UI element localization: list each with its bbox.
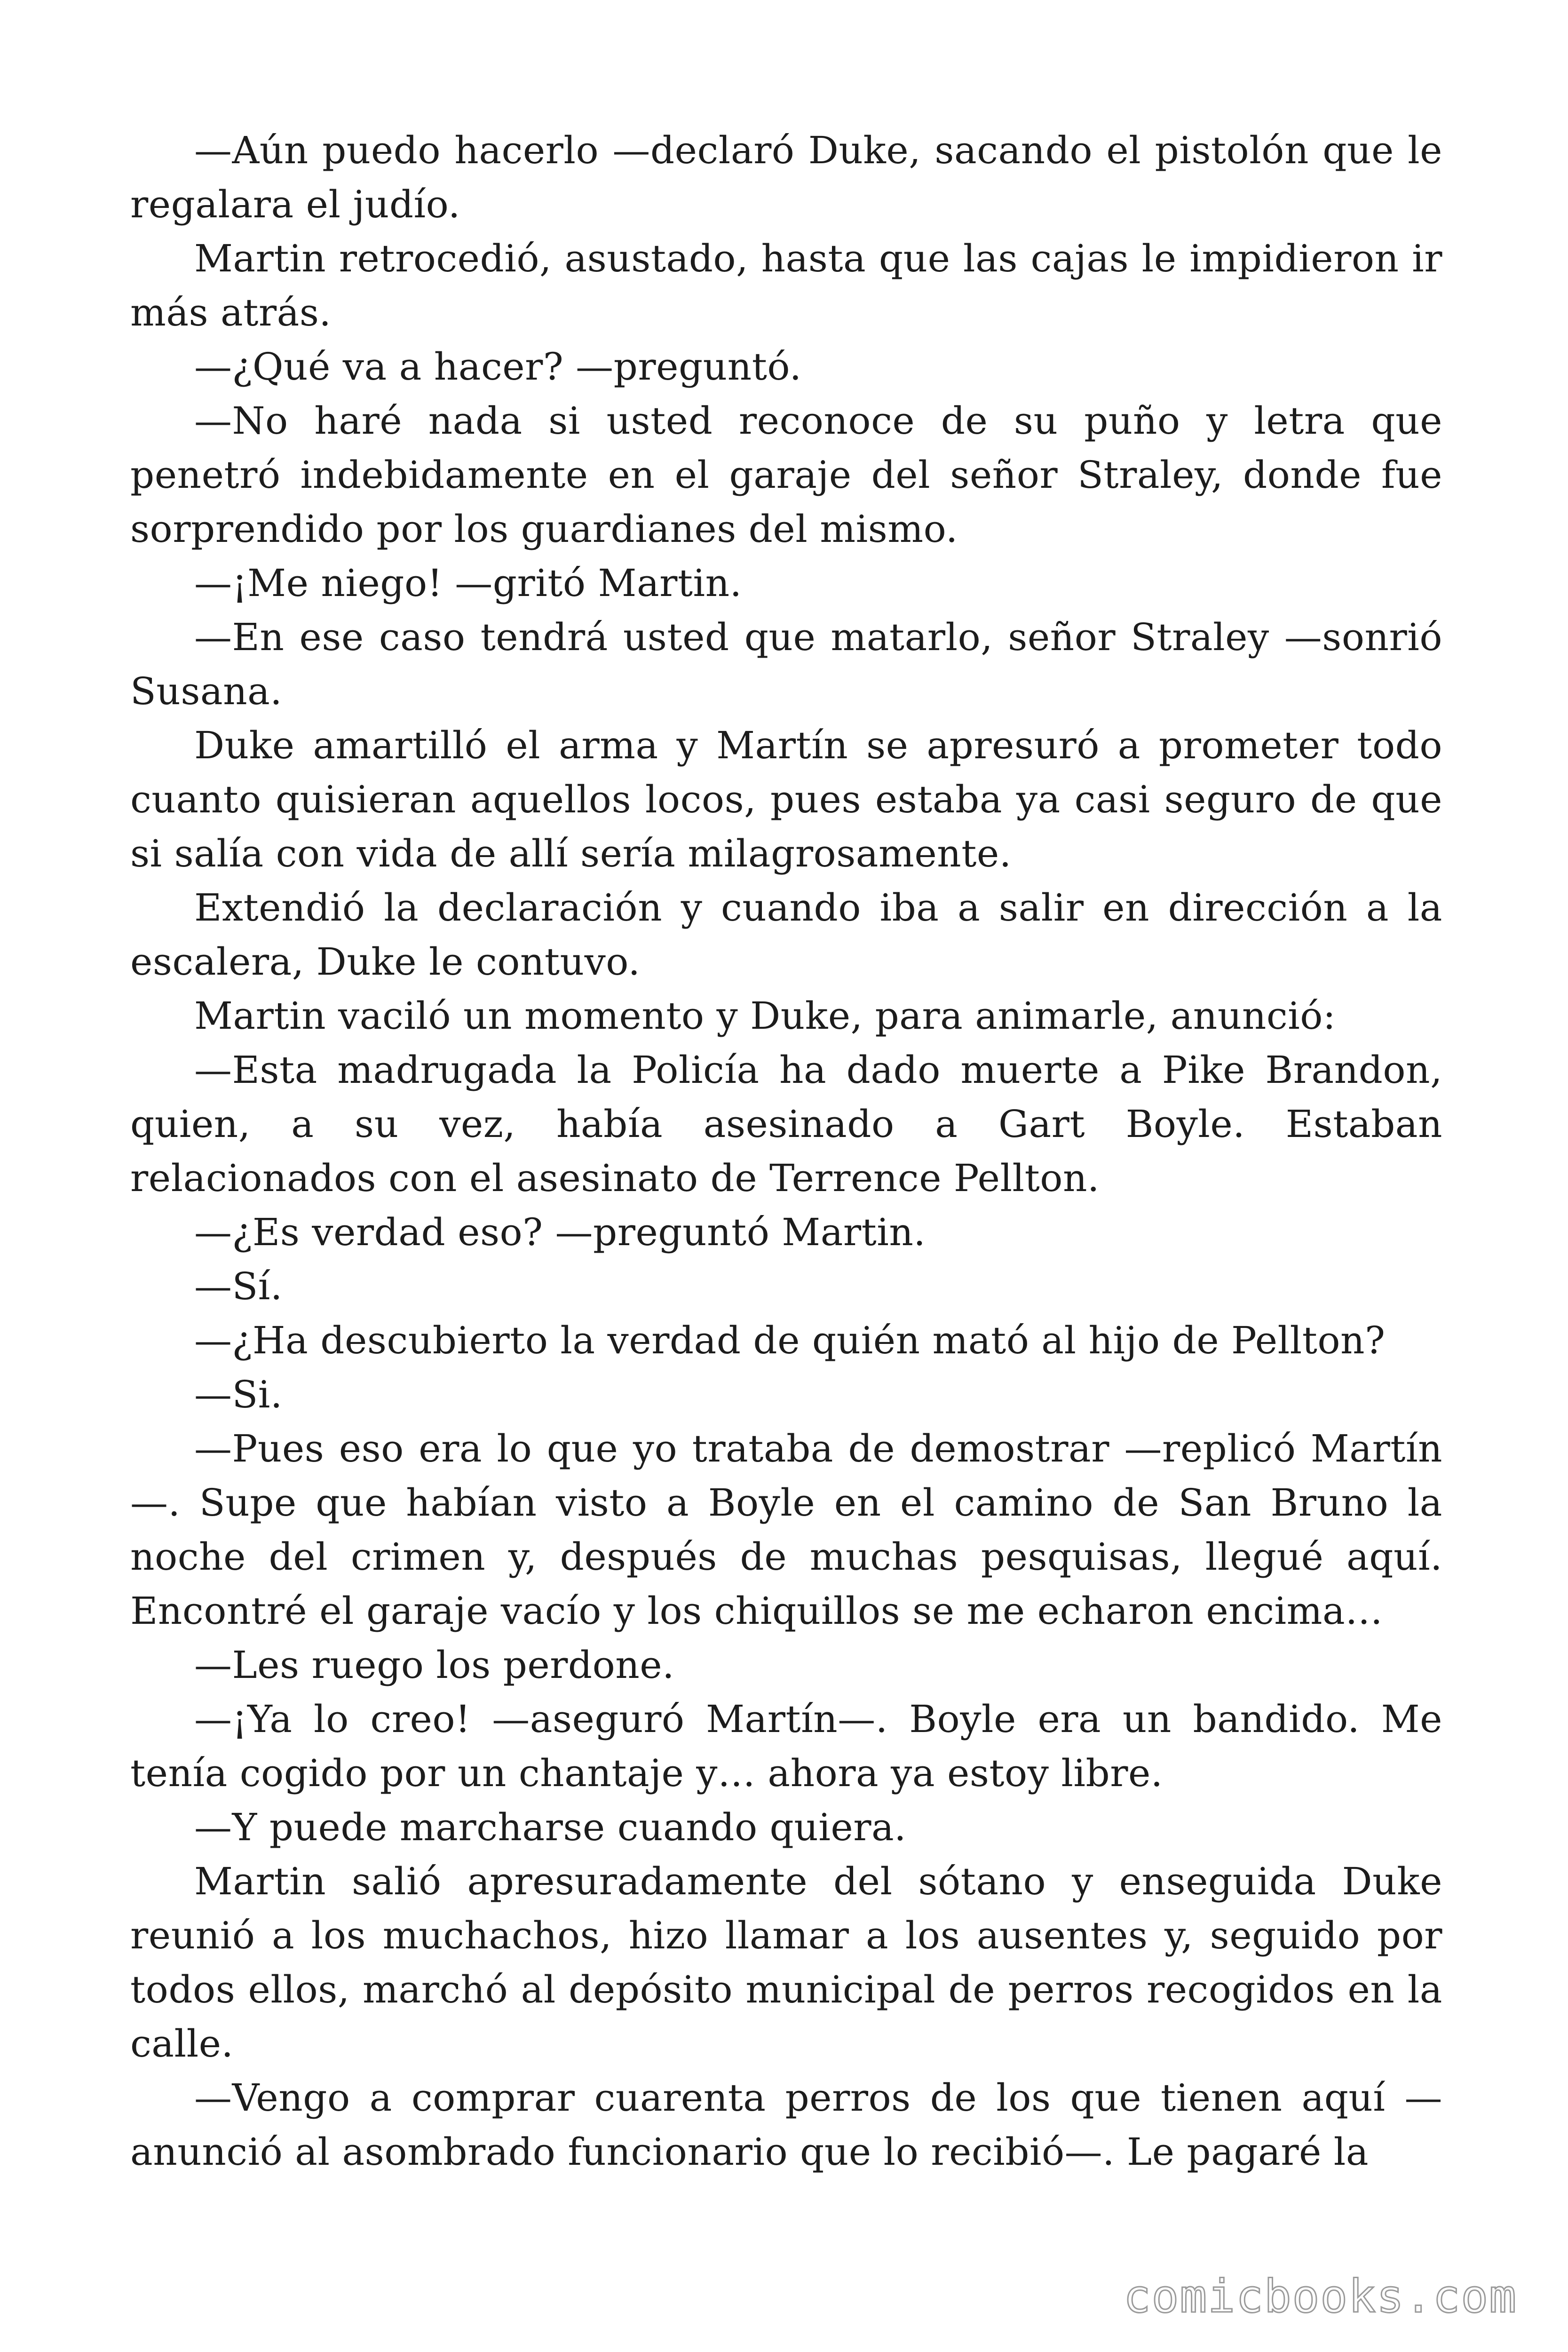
paragraph-19: Martin salió apresuradamente del sótano y enseguida Duke reunió a los muchachos, hizo llamar a los ausentes y, seguido por todos ellos, marchó al depósito municipal de perros recogidos en la calle. <box>130 1859 1442 2066</box>
paragraph-15: —Pues eso era lo que yo trataba de demostrar —replicó Martín —. Supe que habían visto a Boyle en el camino de San Bruno la noche del crimen y, después de muchas pesquisas, llegué aquí. Encontré el garaje vacío y los chiquillos se me echaron encima… <box>130 1427 1442 1633</box>
paragraph-14: —Si. <box>194 1373 283 1416</box>
paragraph-12: —Sí. <box>194 1264 283 1308</box>
paragraph-18: —Y puede marcharse cuando quiera. <box>194 1805 907 1849</box>
paragraph-7: Duke amartilló el arma y Martín se apresuró a prometer todo cuanto quisieran aquellos locos, pues estaba ya casi seguro de que si salía con vida de allí sería milagrosamente. <box>130 723 1442 875</box>
paragraph-10: —Esta madrugada la Policía ha dado muerte a Pike Brandon, quien, a su vez, había asesinado a Gart Boyle. Estaban relacionados con el asesinato de Terrence Pellton. <box>130 1048 1442 1200</box>
paragraph-1: —Aún puedo hacerlo —declaró Duke, sacando el pistolón que le regalara el judío. <box>130 128 1442 226</box>
paragraph-8: Extendió la declaración y cuando iba a salir en dirección a la escalera, Duke le contuvo. <box>130 886 1442 984</box>
paragraph-20: —Vengo a comprar cuarenta perros de los que tienen aquí — anunció al asombrado funcionario que lo recibió—. Le pagaré la <box>130 2076 1442 2174</box>
watermark: comicbooks.com <box>1123 2270 1517 2323</box>
paragraph-17: —¡Ya lo creo! —aseguró Martín—. Boyle era un bandido. Me tenía cogido por un chantaje y… ahora ya estoy libre. <box>130 1697 1442 1795</box>
paragraph-5: —¡Me niego! —gritó Martin. <box>194 561 742 605</box>
paragraph-3: —¿Qué va a hacer? —preguntó. <box>194 345 802 389</box>
paragraph-16: —Les ruego los perdone. <box>194 1643 675 1687</box>
paragraph-6: —En ese caso tendrá usted que matarlo, señor Straley —sonrió Susana. <box>130 615 1442 713</box>
paragraph-4: —No haré nada si usted reconoce de su puño y letra que penetró indebidamente en el garaje del señor Straley, donde fue sorprendido por los guardianes del mismo. <box>130 399 1442 551</box>
paragraph-2: Martin retrocedió, asustado, hasta que las cajas le impidieron ir más atrás. <box>130 237 1442 334</box>
body-text <box>130 123 1442 2179</box>
paragraph-11: —¿Es verdad eso? —preguntó Martin. <box>194 1210 926 1254</box>
paragraph-9: Martin vaciló un momento y Duke, para animarle, anunció: <box>194 994 1336 1038</box>
paragraph-13: —¿Ha descubierto la verdad de quién mató al hijo de Pellton? <box>194 1319 1386 1362</box>
